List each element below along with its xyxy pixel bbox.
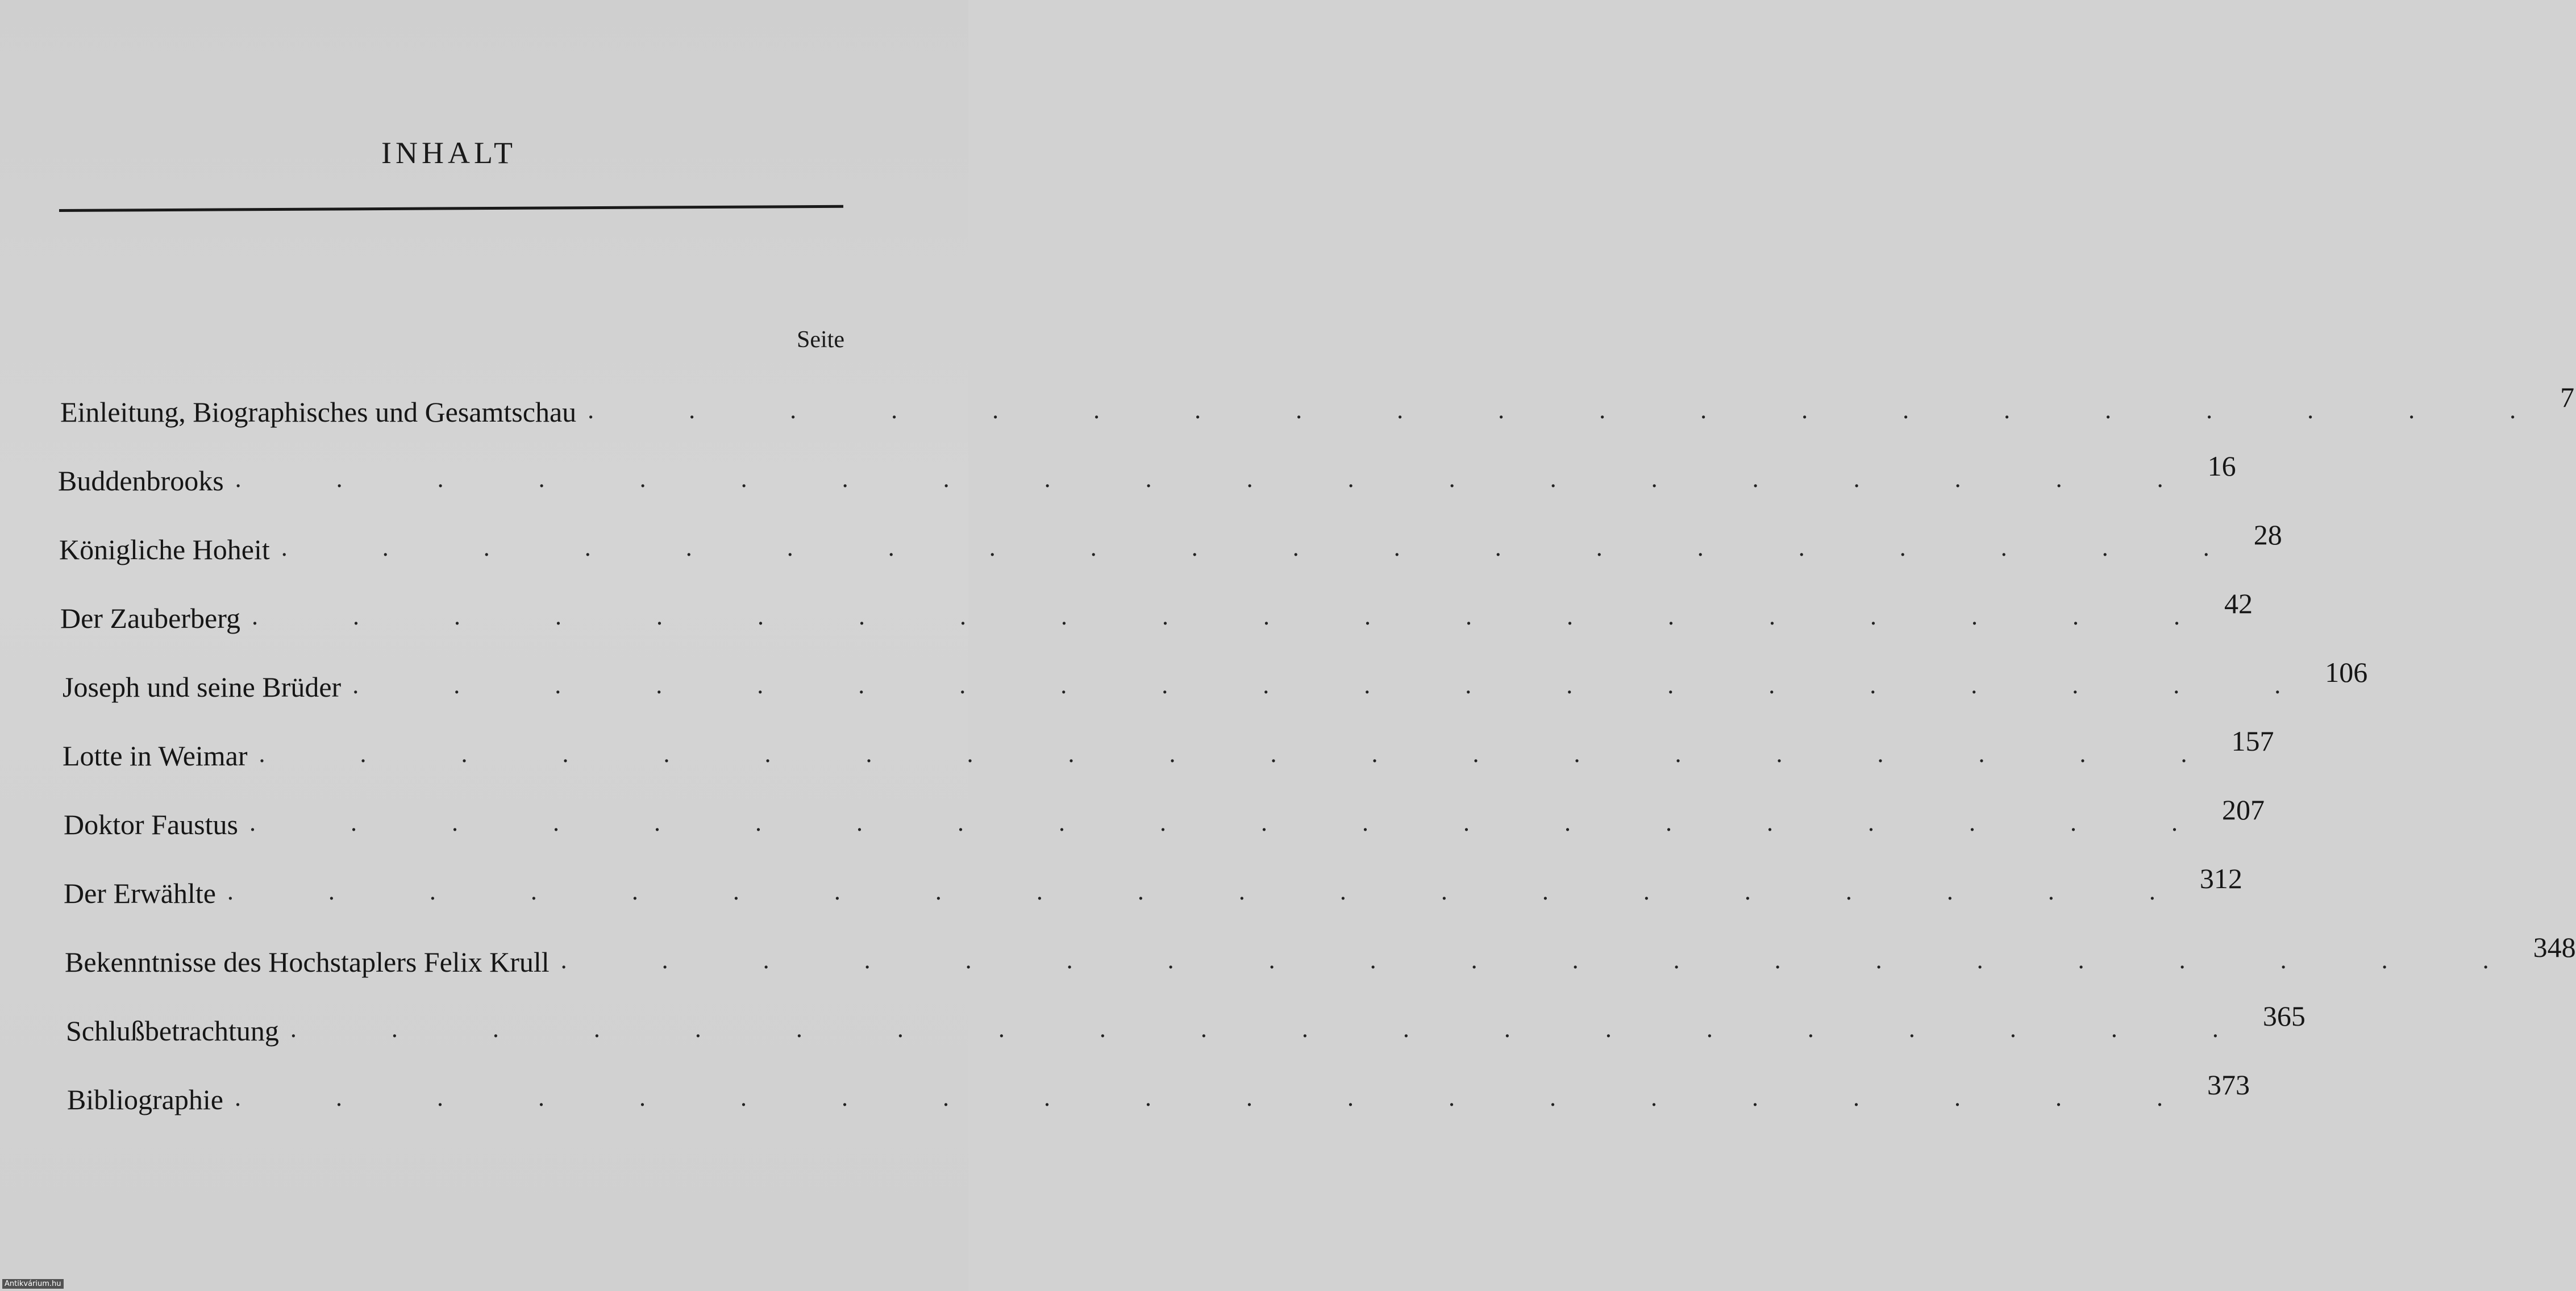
leader-dots: . . . . . . . . . . . . . . . . . . . . <box>234 1084 2207 1111</box>
toc-entry-label: Bekenntnisse des Hochstaplers Felix Krull <box>65 946 550 978</box>
leader-dots: . . . . . . . . . . . . . . . . . . . . <box>290 1015 2263 1043</box>
leader-dots: . . . . . . . . . . . . . . . . . . . . <box>249 809 2222 836</box>
toc-entry-page: 106 <box>2325 656 2368 688</box>
toc-entry <box>60 588 2253 635</box>
title-rule <box>59 205 843 212</box>
leader-dots: . . . . . . . . . . . . . . . . . . . . <box>352 671 2325 699</box>
toc-entry-page: 7 <box>2560 381 2575 413</box>
toc-entry-page: 157 <box>2231 725 2274 757</box>
toc-entry <box>58 450 2236 497</box>
toc-entry-page: 348 <box>2533 931 2576 963</box>
toc-entry-label: Der Erwählte <box>64 877 216 909</box>
toc-entry-label: Bibliographie <box>67 1084 223 1115</box>
toc-entry-label: Königliche Hoheit <box>59 534 270 565</box>
toc-entry <box>64 863 2242 910</box>
leader-dots: . . . . . . . . . . . . . . . . . . . . <box>281 534 2254 561</box>
toc-entry-page: 16 <box>2207 450 2236 482</box>
leader-dots: . . . . . . . . . . . . . . . . . . . . <box>588 396 2561 424</box>
toc-entry-label: Joseph und seine Brüder <box>63 671 342 703</box>
toc-entry <box>64 794 2265 841</box>
toc-entry <box>63 725 2274 772</box>
leader-dots: . . . . . . . . . . . . . . . . . . . . <box>259 740 2232 768</box>
leader-dots: . . . . . . . . . . . . . . . . . . . . <box>227 877 2200 905</box>
toc-entry <box>60 381 2575 428</box>
site-watermark: Antikvárium.hu <box>2 1279 64 1289</box>
leader-dots: . . . . . . . . . . . . . . . . . . . . <box>560 946 2533 974</box>
toc-entry-page: 42 <box>2224 588 2253 619</box>
toc-entry <box>63 656 2368 703</box>
toc-entry-page: 207 <box>2221 794 2265 826</box>
toc-entry-page: 28 <box>2253 519 2282 551</box>
toc-entry-label: Schlußbetrachtung <box>66 1015 279 1047</box>
page-column-header: Seite <box>797 327 844 353</box>
toc-entry-label: Der Zauberberg <box>60 602 240 634</box>
toc-entry-page: 373 <box>2207 1069 2250 1101</box>
page-title: INHALT <box>381 136 517 170</box>
toc-entry-label: Lotte in Weimar <box>63 740 248 772</box>
toc-entry-page: 312 <box>2199 863 2242 894</box>
leader-dots: . . . . . . . . . . . . . . . . . . . . <box>235 465 2208 493</box>
leader-dots: . . . . . . . . . . . . . . . . . . . . <box>251 602 2224 630</box>
toc-entry-label: Buddenbrooks <box>58 465 224 497</box>
toc-entry <box>65 931 2576 978</box>
toc-entry-page: 365 <box>2262 1000 2306 1032</box>
toc-entry <box>67 1069 2250 1116</box>
toc-entry-label: Einleitung, Biographisches und Gesamtschau <box>60 396 577 428</box>
toc-entry <box>66 1000 2306 1047</box>
toc-entry <box>59 519 2282 566</box>
toc-entry-label: Doktor Faustus <box>64 809 238 840</box>
